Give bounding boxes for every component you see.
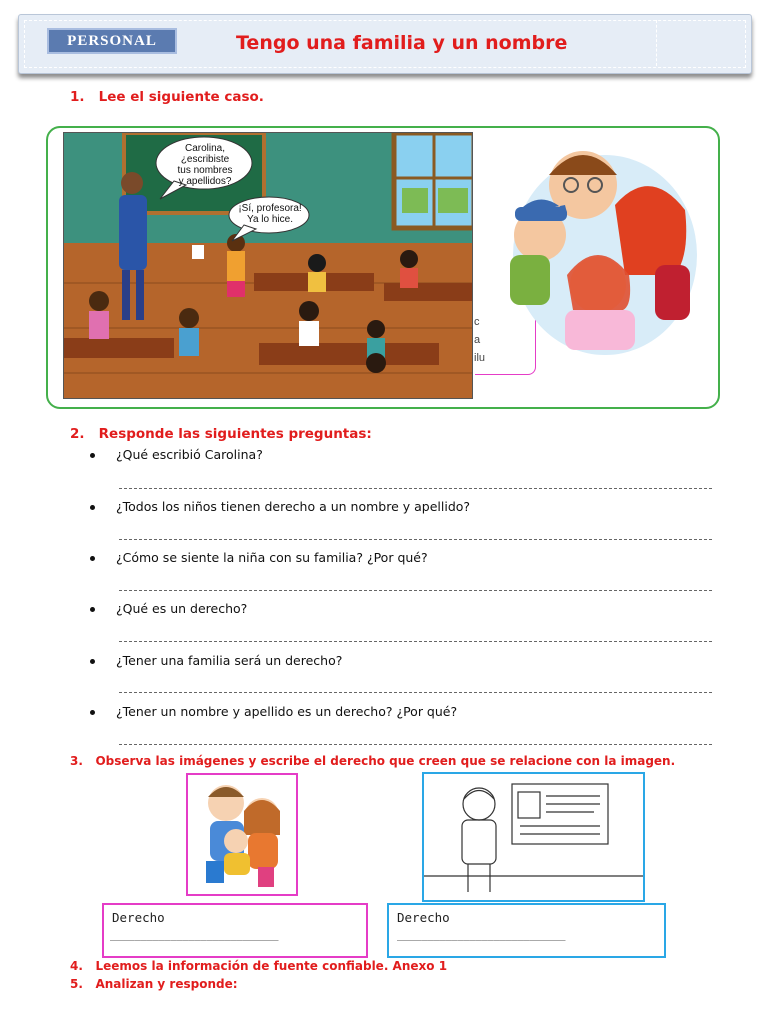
section-4-heading (70, 959, 447, 973)
bubble-line: y apellidos? (178, 176, 232, 187)
student-speech-bubble (230, 203, 310, 225)
bullet (90, 453, 95, 458)
fragment-line: a (474, 334, 481, 346)
answer-box-2[interactable] (387, 903, 666, 958)
bullet (90, 659, 95, 664)
classroom-illustration (63, 132, 473, 399)
bullet (90, 556, 95, 561)
answer-line[interactable] (119, 692, 712, 693)
section-3-heading (70, 754, 675, 768)
happy-family-picture (188, 775, 296, 894)
answer-box-1[interactable] (102, 903, 368, 958)
answer-line[interactable] (119, 488, 712, 489)
section-1-heading (70, 89, 264, 105)
classroom-scene (64, 133, 473, 399)
question-6: ¿Tener un nombre y apellido es un derecho? ¿Por qué? (116, 704, 458, 719)
section-label: Lee el siguiente caso. (98, 89, 264, 105)
answer-blank[interactable]: ____________________________ (110, 930, 279, 941)
section-number: 5. (70, 977, 83, 991)
section-number: 3. (70, 754, 83, 768)
answer-line[interactable] (119, 539, 712, 540)
answer-line[interactable] (119, 744, 712, 745)
section-label: Leemos la información de fuente confiable. Anexo 1 (95, 959, 448, 973)
child-with-id-card-picture (424, 774, 643, 900)
question-3: ¿Cómo se siente la niña con su familia? ¿Por qué? (116, 550, 428, 565)
section-number: 2. (70, 426, 85, 442)
teacher-speech-bubble (160, 143, 250, 187)
answer-blank[interactable]: ____________________________ (397, 930, 566, 941)
question-2: ¿Todos los niños tienen derecho a un nombre y apellido? (116, 499, 471, 514)
answer-line[interactable] (119, 641, 712, 642)
answer-line[interactable] (119, 590, 712, 591)
fragment-line: ilu (474, 352, 486, 364)
family-image-frame (186, 773, 298, 896)
bubble-line: ¡Sí, profesora! (238, 203, 302, 214)
family-illustration (505, 135, 705, 360)
section-5-heading (70, 977, 238, 991)
dni-image-frame (422, 772, 645, 902)
question-5: ¿Tener una familia será un derecho? (116, 653, 343, 668)
fragment-line: c (474, 316, 480, 328)
question-4: ¿Qué es un derecho? (116, 601, 248, 616)
answer-label: Derecho (112, 910, 165, 925)
bullet (90, 505, 95, 510)
header-divider (656, 20, 657, 66)
section-2-heading (70, 426, 372, 442)
family-picture (505, 135, 705, 360)
bubble-line: Carolina, ¿escribiste (180, 143, 230, 165)
bullet (90, 607, 95, 612)
question-1: ¿Qué escribió Carolina? (116, 447, 263, 462)
subject-tag: PERSONAL (47, 28, 177, 54)
bullet (90, 710, 95, 715)
section-label: Responde las siguientes preguntas: (98, 426, 372, 442)
section-label: Observa las imágenes y escribe el derecho que creen que se relacione con la imagen. (95, 754, 676, 768)
answer-label: Derecho (397, 910, 450, 925)
bubble-line: tus nombres (177, 165, 233, 176)
section-number: 1. (70, 89, 85, 105)
page-title: Tengo una familia y un nombre (236, 32, 568, 54)
bubble-line: Ya lo hice. (247, 214, 293, 225)
section-label: Analizan y responde: (95, 977, 238, 991)
section-number: 4. (70, 959, 83, 973)
